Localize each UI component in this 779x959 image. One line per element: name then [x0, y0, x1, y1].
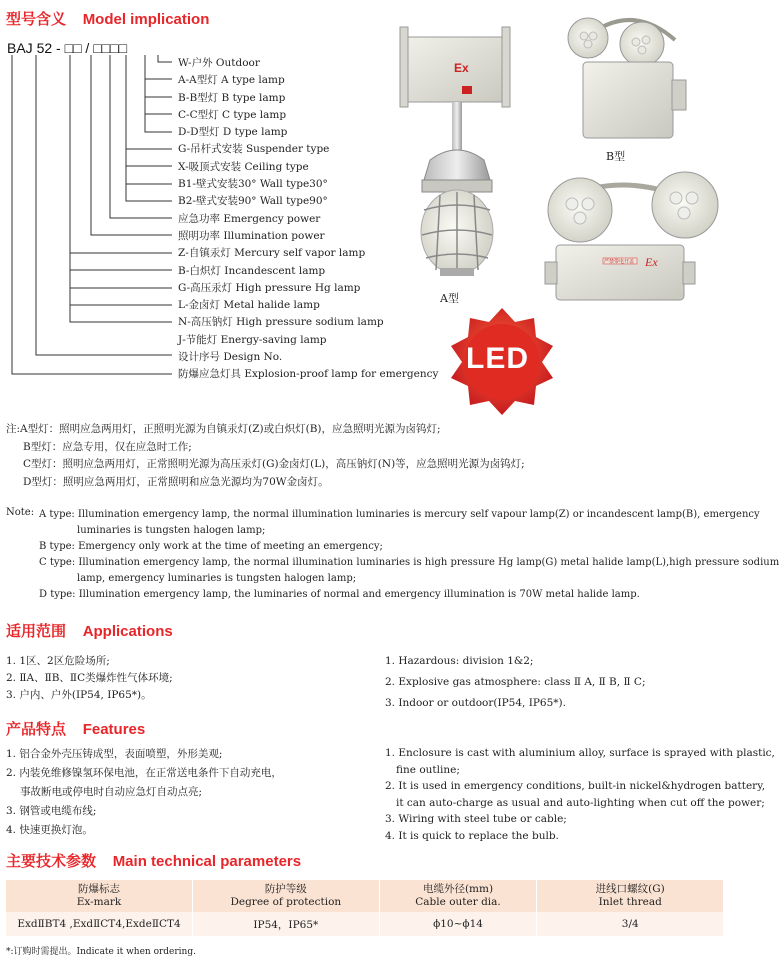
model-item: L-金卤灯 Metal halide lamp	[178, 299, 320, 312]
heading-en: Applications	[82, 623, 173, 640]
note-en-line: luminaries is tungsten halogen lamp;	[77, 525, 266, 536]
notes-cn	[6, 421, 525, 491]
model-item: W-户外 Outdoor	[178, 57, 260, 69]
model-item: 照明功率 Illumination power	[178, 229, 325, 242]
model-item: 应急功率 Emergency power	[178, 212, 321, 225]
feature-en-item: 3. Wiring with steel tube or cable;	[385, 813, 567, 825]
lamp-a-label: A型	[440, 292, 459, 305]
note-lead: Note:	[6, 507, 35, 518]
app-cn-item: 2. ⅡA、ⅡB、ⅡC类爆炸性气体环境;	[6, 672, 173, 684]
table-header: 电缆外径(mm) Cable outer dia.	[379, 880, 537, 912]
feature-en-item: it can auto-charge as usual and auto-lighting when cut off the power;	[396, 796, 765, 809]
lamp-b-label: B型	[606, 150, 626, 163]
applications-cn	[6, 653, 173, 704]
model-item: G-吊杆式安装 Suspender type	[178, 143, 330, 156]
model-item: G-高压汞灯 High pressure Hg lamp	[178, 281, 361, 294]
note-cn-line: C型灯：照明应急两用灯，正常照明光源为高压汞灯(G)金卤灯(L)，高压钠灯(N)等，应急照明光源为卤钨灯;	[23, 458, 525, 470]
app-en-item: 1. Hazardous: division 1&2;	[385, 655, 534, 667]
ex-mark-c: Ex	[645, 255, 658, 269]
model-item: Z-自镇汞灯 Mercury self vapor lamp	[178, 247, 366, 260]
feature-en-item: 1. Enclosure is cast with aluminium alloy, surface is sprayed with plastic,	[385, 747, 775, 759]
table-header: 防爆标志 Ex-mark	[6, 880, 193, 912]
parameters-table	[6, 880, 724, 936]
model-item: 设计序号 Design No.	[178, 351, 283, 364]
feature-cn-item: 4. 快速更换灯泡。	[6, 824, 93, 836]
feature-cn-item: 2. 内装免维修镍氢环保电池，在正常送电条件下自动充电，	[6, 767, 282, 779]
section-heading-features	[6, 718, 145, 739]
heading-en: Model implication	[82, 11, 210, 28]
feature-cn-item: 1. 铝合金外壳压铸成型，表面喷塑，外形美观;	[6, 748, 223, 760]
note-en-line: C type: Illumination emergency lamp, the normal illumination luminaries is high pressure Hg lamp(G) metal halide lamp(L),high pressure sodium	[39, 557, 779, 568]
model-item: J-节能灯 Energy-saving lamp	[178, 333, 327, 346]
app-en-item: 2. Explosive gas atmosphere: class Ⅱ A, Ⅱ B, Ⅱ C;	[385, 676, 646, 688]
app-en-item: 3. Indoor or outdoor(IP54, IP65*).	[385, 697, 566, 709]
note-en-line: lamp, emergency luminaries is tungsten halogen lamp;	[77, 573, 357, 584]
note-cn-line: B型灯：应急专用，仅在应急时工作;	[23, 440, 192, 453]
model-number: 52	[36, 40, 53, 56]
model-dash: -	[56, 40, 61, 56]
feature-en-item: 4. It is quick to replace the bulb.	[385, 829, 559, 842]
section-heading-applications	[6, 620, 173, 641]
table-cell: 3/4	[537, 912, 724, 936]
features-en	[385, 745, 775, 844]
table-cell: ϕ10~ϕ14	[379, 912, 537, 936]
model-boxes-a: □□	[64, 40, 82, 56]
app-cn-item: 1. 1区、2区危险场所;	[6, 655, 110, 667]
table-cell: IP54，IP65*	[193, 912, 380, 936]
feature-en-item: fine outline;	[396, 763, 460, 776]
model-prefix: BAJ	[7, 40, 33, 56]
model-item: D-D型灯 D type lamp	[178, 126, 288, 139]
model-item: N-高压钠灯 High pressure sodium lamp	[178, 316, 384, 329]
heading-cn: 适用范围	[6, 623, 67, 640]
led-badge: LED	[466, 342, 529, 375]
table-row	[6, 912, 724, 936]
table-header: 防护等级 Degree of protection	[193, 880, 380, 912]
note-en-line: A type: Illumination emergency lamp, the normal illumination luminaries is mercury self vapour lamp(Z) or incandescent lamp(B), emergency	[39, 509, 760, 520]
table-header-row	[6, 880, 724, 912]
footnote: *:订购时需提出。Indicate it when ordering.	[6, 947, 196, 957]
heading-en: Main technical parameters	[112, 853, 302, 870]
table-cell: ExdⅡBT4 ,ExdⅡCT4,ExdeⅡCT4	[6, 912, 193, 936]
heading-cn: 产品特点	[6, 721, 67, 738]
model-item: B2-壁式安装90° Wall type90°	[178, 195, 328, 208]
note-cn-line: 注:A型灯：照明应急两用灯，正照明光源为自镇汞灯(Z)或白炽灯(B)，应急照明光源为卤钨灯;	[6, 423, 441, 435]
section-heading-parameters	[6, 850, 301, 871]
model-item: B-白炽灯 Incandescent lamp	[178, 264, 326, 277]
model-item: 防爆应急灯具 Explosion-proof lamp for emergency	[178, 368, 439, 381]
feature-cn-item: 事故断电或停电时自动应急灯自动点亮;	[20, 786, 203, 798]
note-en-line: D type: Illumination emergency lamp, the luminaries of normal and emergency illumination is 70W metal halide lamp.	[39, 589, 640, 600]
heading-cn: 型号含义	[6, 11, 67, 28]
model-boxes-b: □□□□	[93, 40, 128, 56]
model-item: C-C型灯 C type lamp	[178, 108, 287, 121]
heading-en: Features	[82, 721, 146, 738]
app-cn-item: 3. 户内、户外(IP54, IP65*)。	[6, 689, 152, 701]
model-item: A-A型灯 A type lamp	[178, 74, 285, 87]
features-cn	[6, 745, 282, 840]
model-item: B1-壁式安装30° Wall type30°	[178, 178, 328, 191]
note-cn-line: D型灯：照明应急两用灯，正常照明和应急光源均为70W金卤灯。	[23, 475, 329, 488]
notes-en	[39, 507, 779, 603]
heading-cn: 主要技术参数	[6, 853, 97, 870]
note-en-line: B type: Emergency only work at the time of meeting an emergency;	[39, 541, 383, 552]
table-header: 进线口螺纹(G) Inlet thread	[537, 880, 724, 912]
feature-cn-item: 3. 钢管或电缆布线;	[6, 805, 97, 817]
warning-sign: 严禁带电开盖	[604, 259, 635, 265]
lamp-a-illustration	[0, 0, 730, 400]
feature-en-item: 2. It is used in emergency conditions, built-in nickel&hydrogen battery,	[385, 780, 766, 792]
applications-en	[385, 651, 646, 714]
model-item: X-吸顶式安装 Ceiling type	[178, 160, 309, 173]
model-item: B-B型灯 B type lamp	[178, 91, 286, 104]
model-slash: /	[85, 40, 90, 56]
ex-mark-a: Ex	[454, 61, 469, 75]
